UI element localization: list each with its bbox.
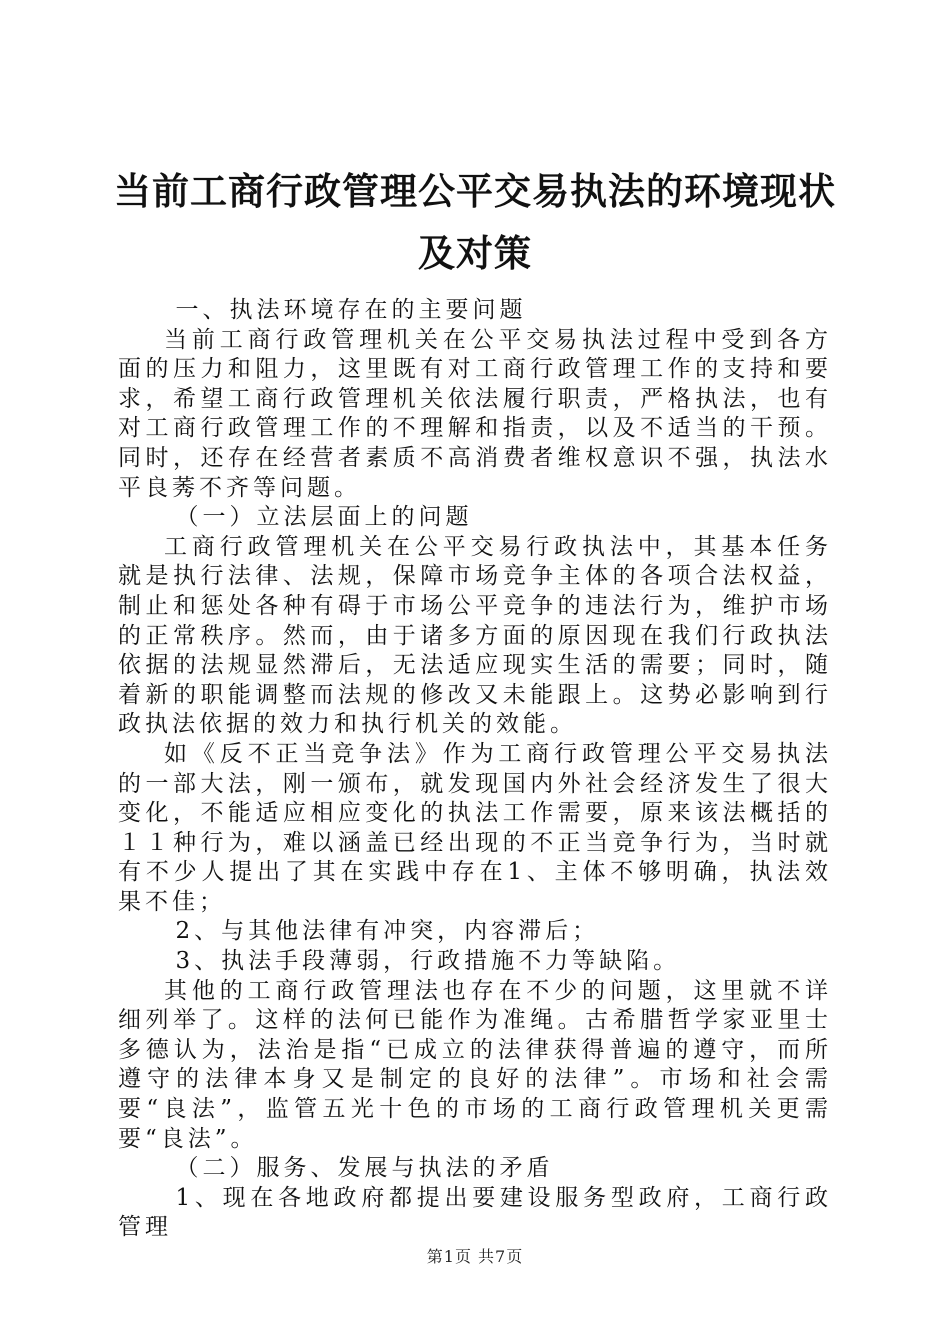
section-heading-1: 一、执法环境存在的主要问题: [175, 297, 527, 323]
list-item: 2、与其他法律有冲突，内容滞后；: [175, 918, 600, 945]
document-body: [118, 296, 832, 1243]
document-title: 当前工商行政管理公平交易执法的环境现状及对策: [114, 169, 836, 275]
subsection-heading-1: （一）立法层面上的问题: [175, 504, 473, 531]
paragraph: 其他的工商行政管理法也存在不少的问题，这里就不详细列举了。这样的法何已能作为准绳。古希腊哲学家亚里士多德认为，法治是指“已成立的法律获得普遍的遵守，而所遵守的法律本身又是制定的良好的法律”。市场和社会需要“良法”，监管五光十色的市场的工商行政管理机关更需要“良法”。: [118, 977, 832, 1152]
subsection-heading-2: （二）服务、发展与执法的矛盾: [175, 1155, 554, 1182]
list-item: 1、现在各地政府都提出要建设服务型政府，工商行政管理: [118, 1184, 832, 1241]
paragraph: 当前工商行政管理机关在公平交易执法过程中受到各方面的压力和阻力，这里既有对工商行政管理工作的支持和要求，希望工商行政管理机关依法履行职责，严格执法，也有对工商行政管理工作的不理解和指责，以及不适当的干预。同时，还存在经营者素质不高消费者维权意识不强，执法水平良莠不齐等问题。: [118, 326, 832, 501]
page-number-footer: 第1页 共7页: [426, 1247, 524, 1266]
list-item: 3、执法手段薄弱，行政措施不力等缺陷。: [175, 948, 681, 975]
paragraph: 如《反不正当竞争法》作为工商行政管理公平交易执法的一部大法，刚一颁布，就发现国内外社会经济发生了很大变化，不能适应相应变化的执法工作需要，原来该法概括的１１种行为，难以涵盖已经出现的不正当竞争行为，当时就有不少人提出了其在实践中存在1、主体不够明确，执法效果不佳；: [118, 740, 832, 915]
paragraph: 工商行政管理机关在公平交易行政执法中，其基本任务就是执行法律、法规，保障市场竞争主体的各项合法权益，制止和惩处各种有碍于市场公平竞争的违法行为，维护市场的正常秩序。然而，由于诸多方面的原因现在我们行政执法依据的法规显然滞后，无法适应现实生活的需要；同时，随着新的职能调整而法规的修改又未能跟上。这势必影响到行政执法依据的效力和执行机关的效能。: [118, 533, 832, 738]
